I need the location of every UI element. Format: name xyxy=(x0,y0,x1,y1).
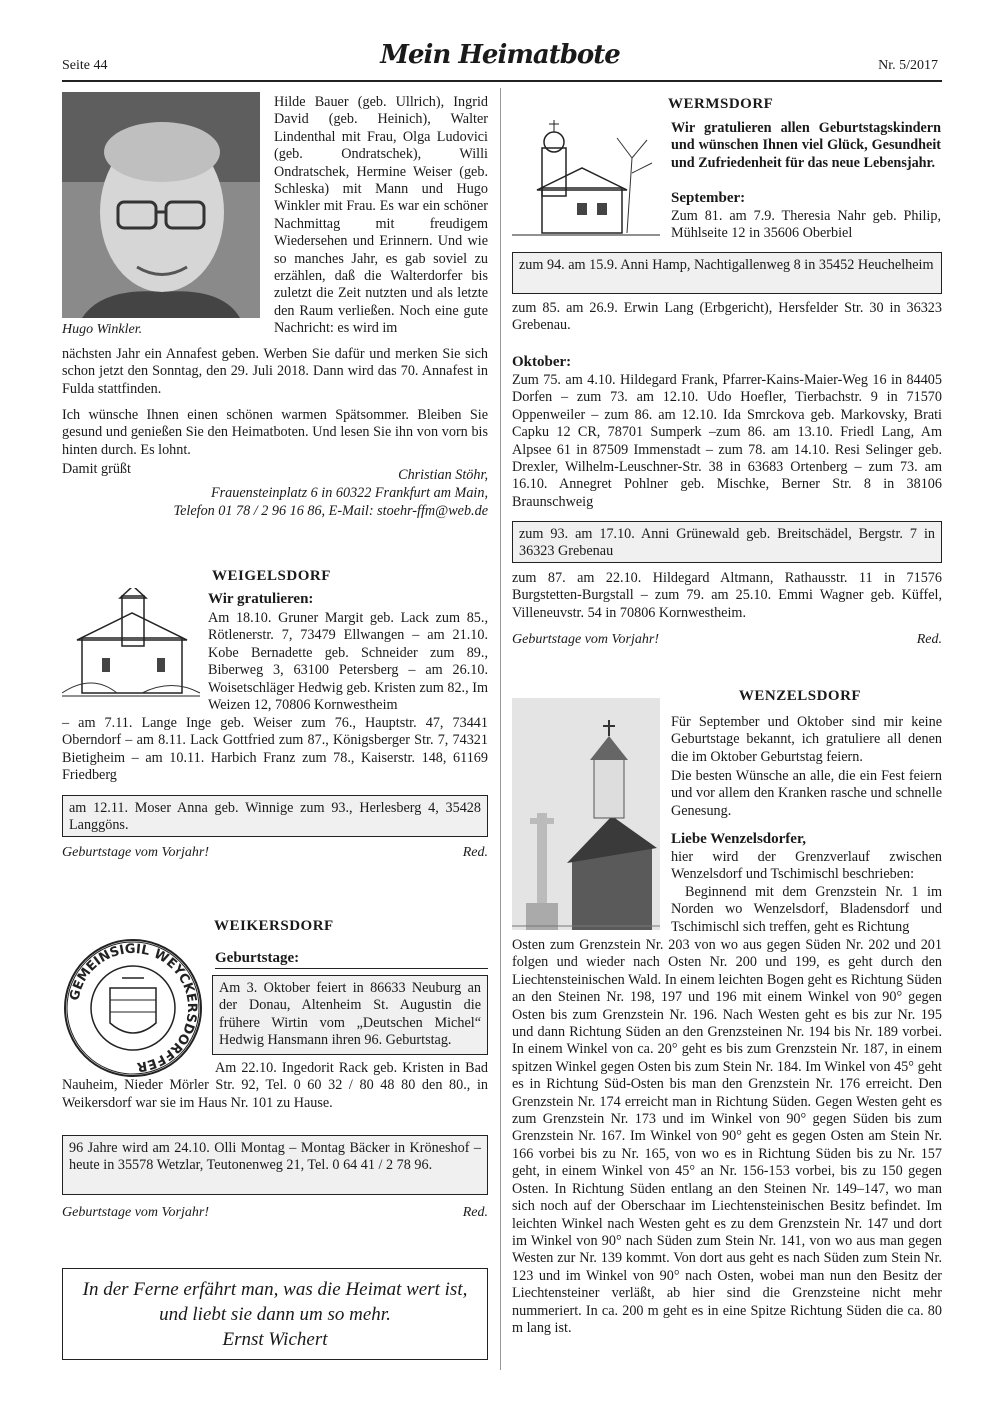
wenzelsdorf-paragraph-4-cont: Osten zum Grenzstein Nr. 203 von wo aus gegen Süden Nr. 202 und 201 folgen und wieder nach Osten Nr. 200 und 199, es geht durch den Liechtensteinischen Wald. In einem leichten Bogen geht es Richtung Süden an den Steinen Nr. 198, 197 und 196 mit einem Winkel von 90° gegen Osten bis zum Grenzstein Nr. 196. Nach Westen geht es bis zur Nr. 195 und dann Richtung Süden an den Grenzsteinen Nr. 194 bis Nr. 189 vorbei. In einem Winkel von ca. 20° geht es bis zum Grenzstein Nr. 187, in einem spitzen Winkel gegen Osten bis zum Stein Nr. 184. Im Winkel von 45° geht es in Richtung Süd-Osten bis man den Grenzstein Nr. 176 erreicht. Den Grenzstein Nr. 174 erreicht man in Richtung Süden. Gegen Westen geht es zum Grenzstein Nr. 173 und im Winkel von 90° gegen Süden bis zum Grenzstein Nr. 167. Im Winkel von 90° geht es gegen Osten am Stein Nr. 166 vorbei bis zu Nr. 165, von wo es in Richtung Süden bis zu Nr. 157 geht, in einem Winkel von 45° an Nr. 156-153 vorbei, bis zu 150 gegen Osten. In Richtung Süden entlang an den Steinen Nr. 149–147, wo man sich noch auf der Oberschaar im Liechtensteinischen Besitz befindet. Im leichten Winkel nach Westen geht es zu dem Grenzstein Nr. 147 und dort im Winkel von 90° nach Süden zum Stein Nr. 141, von wo aus man gegen Westen zur Nr. 139 kommt. Von dort aus geht es nach Süden zum Stein Nr. 123 und im Winkel von 90° nach Osten, wobei man nun den Besitz der Liechtensteiner verläßt, ab hier sind die Grenzsteine nicht mehr nummeriert. In ca. 200 m geht es in eine Spitze Richtung Süden die ca. 80 m lang ist. xyxy=(512,937,942,1336)
quote-box xyxy=(62,1268,488,1360)
portrait-caption: Hugo Winkler. xyxy=(62,322,143,337)
wermsdorf-october-label: Oktober: xyxy=(512,354,572,370)
portrait-photo xyxy=(62,92,260,318)
weikersdorf-footer xyxy=(62,1205,488,1221)
header-rule xyxy=(62,80,942,82)
wermsdorf-footer xyxy=(512,632,942,648)
wermsdorf-footer-note: Geburtstage vom Vorjahr! xyxy=(512,632,659,647)
wermsdorf-september-entry-2: zum 85. am 26.9. Erwin Lang (Erbgericht), Hersfelder Str. 30 in 36323 Grebenau. xyxy=(512,300,942,334)
intro-paragraph-1-cont: nächsten Jahr ein Annafest geben. Werben Sie dafür und merken Sie sich schon jetzt den Sonntag, den 29. Juli 2018. Dann wird das 70. Annafest in Fulda stattfinden. xyxy=(62,346,488,397)
portrait-image xyxy=(62,92,260,318)
chapel-icon xyxy=(512,118,660,240)
wermsdorf-box2-text: zum 93. am 17.10. Anni Grünewald geb. Breitschädel, Bergstr. 7 in 36323 Grebenau xyxy=(519,526,935,560)
closing-greeting: Damit grüßt xyxy=(62,461,131,477)
author-address: Frauensteinplatz 6 in 60322 Frankfurt am Main, xyxy=(210,485,488,501)
author-contact: Telefon 01 78 / 2 96 16 86, E-Mail: stoehr-ffm@web.de xyxy=(173,503,488,519)
quote-author: Ernst Wichert xyxy=(222,1329,328,1350)
wermsdorf-september-entry-1: Zum 81. am 7.9. Theresia Nahr geb. Philip, Mühlseite 12 in 35606 Oberbiel xyxy=(671,208,941,242)
weigelsdorf-highlight-box xyxy=(62,795,488,837)
weigelsdorf-footer-red: Red. xyxy=(462,845,488,860)
weikersdorf-highlight-box-1 xyxy=(212,975,488,1055)
weikersdorf-box1-text: Am 3. Oktober feiert in 86633 Neuburg an der Donau, Altenheim St. Augustin die frühere Wirtin vom „Deutschen Michel“ Hedwig Hansmann ihren 96. Geburtstag. xyxy=(219,980,481,1049)
weigelsdorf-footer-note: Geburtstage vom Vorjahr! xyxy=(62,845,209,860)
wenzelsdorf-paragraph-4: Beginnend mit dem Grenzstein Nr. 1 im Norden wo Wenzelsdorf, Bladensdorf und Tschimischl sich treffen, geht es Richtung xyxy=(671,884,942,935)
weigelsdorf-church-drawing xyxy=(62,588,200,700)
weigelsdorf-text: Am 18.10. Gruner Margit geb. Lack zum 85., Rötlenerstr. 7, 73479 Ellwangen – am 21.10. Kobe Bernadette geb. Schneider zum 89., Biberweg 3, 63100 Petersberg – am 26.10. Woisetschläger Hedwig geb. Kristen zum 82., Im Weizen 12, 70806 Kornwestheim xyxy=(208,610,488,714)
wermsdorf-october-entries-2: zum 87. am 22.10. Hildegard Altmann, Rathausstr. 11 in 71576 Burgstetten-Burgstall – zum 79. am 25.10. Emmi Wagner geb. Küffel, Villeneuvstr. 54 in 70806 Kornwestheim. xyxy=(512,570,942,621)
intro-paragraph-1: Hilde Bauer (geb. Ullrich), Ingrid David (geb. Heinich), Walter Lindenthal mit Frau, Olga Ludovici (geb. Ondratschek), Willi Ondratschek, Hermine Weiser (geb. Schleska) mit Mann und Hugo Winkler mit Frau. Es war ein schöner Nachmittag mit freudigem Wiedersehen und Erinnern. Und wie so manches Jahr, es gab soviel zu erzählen, daß die Walterdorfer bis zuletzt die Zeit nutzten und als letzte den Raum verließen. Noch eine gute Nachricht: es wird im xyxy=(274,94,488,337)
intro-paragraph-2: Ich wünsche Ihnen einen schönen warmen Spätsommer. Bleiben Sie gesund und genießen Sie den Heimatboten. Und lesen Sie ihn von vorn bis hinten durch. Es lohnt. xyxy=(62,407,488,458)
issue-number: Nr. 5/2017 xyxy=(878,58,938,73)
weikersdorf-title: WEIKERSDORF xyxy=(214,918,334,934)
weikersdorf-subtitle: Geburtstage: xyxy=(215,950,300,966)
wermsdorf-box1-text: zum 94. am 15.9. Anni Hamp, Nachtigallenweg 8 in 35452 Heuchelheim xyxy=(519,257,934,273)
wenzelsdorf-paragraph-3: hier wird der Grenzverlauf zwischen Wenzelsdorf und Tschimischl beschrieben: xyxy=(671,849,942,883)
wenzelsdorf-chapel-photo xyxy=(512,698,660,930)
page-number: Seite 44 xyxy=(62,58,108,73)
author-name: Christian Stöhr, xyxy=(398,467,488,483)
column-divider xyxy=(500,88,501,1370)
weikersdorf-seal xyxy=(62,938,204,1078)
wenzelsdorf-subtitle: Liebe Wenzelsdorfer, xyxy=(671,831,806,847)
church-icon xyxy=(62,588,200,700)
weikersdorf-footer-red: Red. xyxy=(462,1205,488,1220)
wermsdorf-greeting: Wir gratulieren allen Geburtstagskindern und wünschen Ihnen viel Glück, Gesundheit und Zufriedenheit für das neue Lebensjahr. xyxy=(671,120,941,171)
wermsdorf-september-label: September: xyxy=(671,190,746,206)
wenzelsdorf-paragraph-1: Für September und Oktober sind mir keine Geburtstage bekannt, ich gratuliere all denen die im Oktober Geburtstag feiern. xyxy=(671,714,942,765)
wermsdorf-highlight-box-1 xyxy=(512,252,942,294)
wermsdorf-highlight-box-2 xyxy=(512,521,942,563)
weikersdorf-text: Am 22.10. Ingedorit Rack geb. Kristen in Bad Nauheim, Nieder Mörler Str. 92, Tel. 0 60 32 / 80 48 80 den 80., in Weikersdorf war sie im Haus Nr. 101 zu Hause. xyxy=(62,1060,488,1111)
weikersdorf-highlight-box-2 xyxy=(62,1135,488,1195)
weigelsdorf-text-cont: – am 7.11. Lange Inge geb. Weiser zum 76., Hauptstr. 47, 73441 Oberndorf – am 8.11. Lack Gottfried zum 87., Königsberger Str. 7, 74321 Bietigheim – am 10.11. Harbich Franz zum 78., Kaiserstr. 148, 61169 Friedberg xyxy=(62,715,488,784)
wermsdorf-church-drawing xyxy=(512,118,660,240)
chapel-photo-image xyxy=(512,698,660,930)
weikersdorf-footer-note: Geburtstage vom Vorjahr! xyxy=(62,1205,209,1220)
quote-line-1: In der Ferne erfährt man, was die Heimat wert ist, xyxy=(82,1279,468,1300)
weikersdorf-box2-text: 96 Jahre wird am 24.10. Olli Montag – Montag Bäcker in Kröneshof – heute in 35578 Wetzlar, Teutonenweg 21, Tel. 0 64 41 / 2 78 96. xyxy=(69,1140,481,1174)
masthead-logo: Mein Heimatbote xyxy=(380,40,620,70)
wermsdorf-footer-red: Red. xyxy=(916,632,942,647)
wenzelsdorf-paragraph-2: Die besten Wünsche an alle, die ein Fest feiern und vor allem den Kranken rasche und schnelle Genesung. xyxy=(671,768,942,819)
weigelsdorf-box-text: am 12.11. Moser Anna geb. Winnige zum 93., Herlesberg 4, 35428 Langgöns. xyxy=(69,800,481,834)
weikersdorf-subtitle-rule xyxy=(215,968,488,969)
weigelsdorf-title: WEIGELSDORF xyxy=(212,568,331,584)
municipal-seal-icon xyxy=(62,938,204,1078)
wenzelsdorf-title: WENZELSDORF xyxy=(738,688,862,704)
seal-lettering: GEMEINSIGIL WEYCKERSDORFFER xyxy=(67,941,200,1074)
wermsdorf-october-entries: Zum 75. am 4.10. Hildegard Frank, Pfarrer-Kains-Maier-Weg 16 in 84405 Dorfen – zum 73. am 12.10. Udo Hoefler, Tierbachstr. 9 in 71570 Oppenweiler – zum 86. am 12.10. Ida Smrckova geb. Markovsky, Brati Capku 12 CR, 78701 Sumperk –zum 86. am 13.10. Friedl Lang, Am Alpsee 61 in 87509 Immenstadt – zum 78. am 14.10. Resi Selinger geb. Drexler, Wilhelm-Leuschner-Str. 38 in 63683 Ortenberg – zum 73. am 16.10. Annegret Pohlner geb. Mischke, Berner Str. 8 in 38106 Braunschweig xyxy=(512,372,942,510)
weigelsdorf-footer xyxy=(62,845,488,861)
wermsdorf-title: WERMSDORF xyxy=(668,96,774,112)
quote-line-2: und liebt sie dann um so mehr. xyxy=(159,1304,391,1325)
weigelsdorf-subtitle: Wir gratulieren: xyxy=(208,591,314,607)
